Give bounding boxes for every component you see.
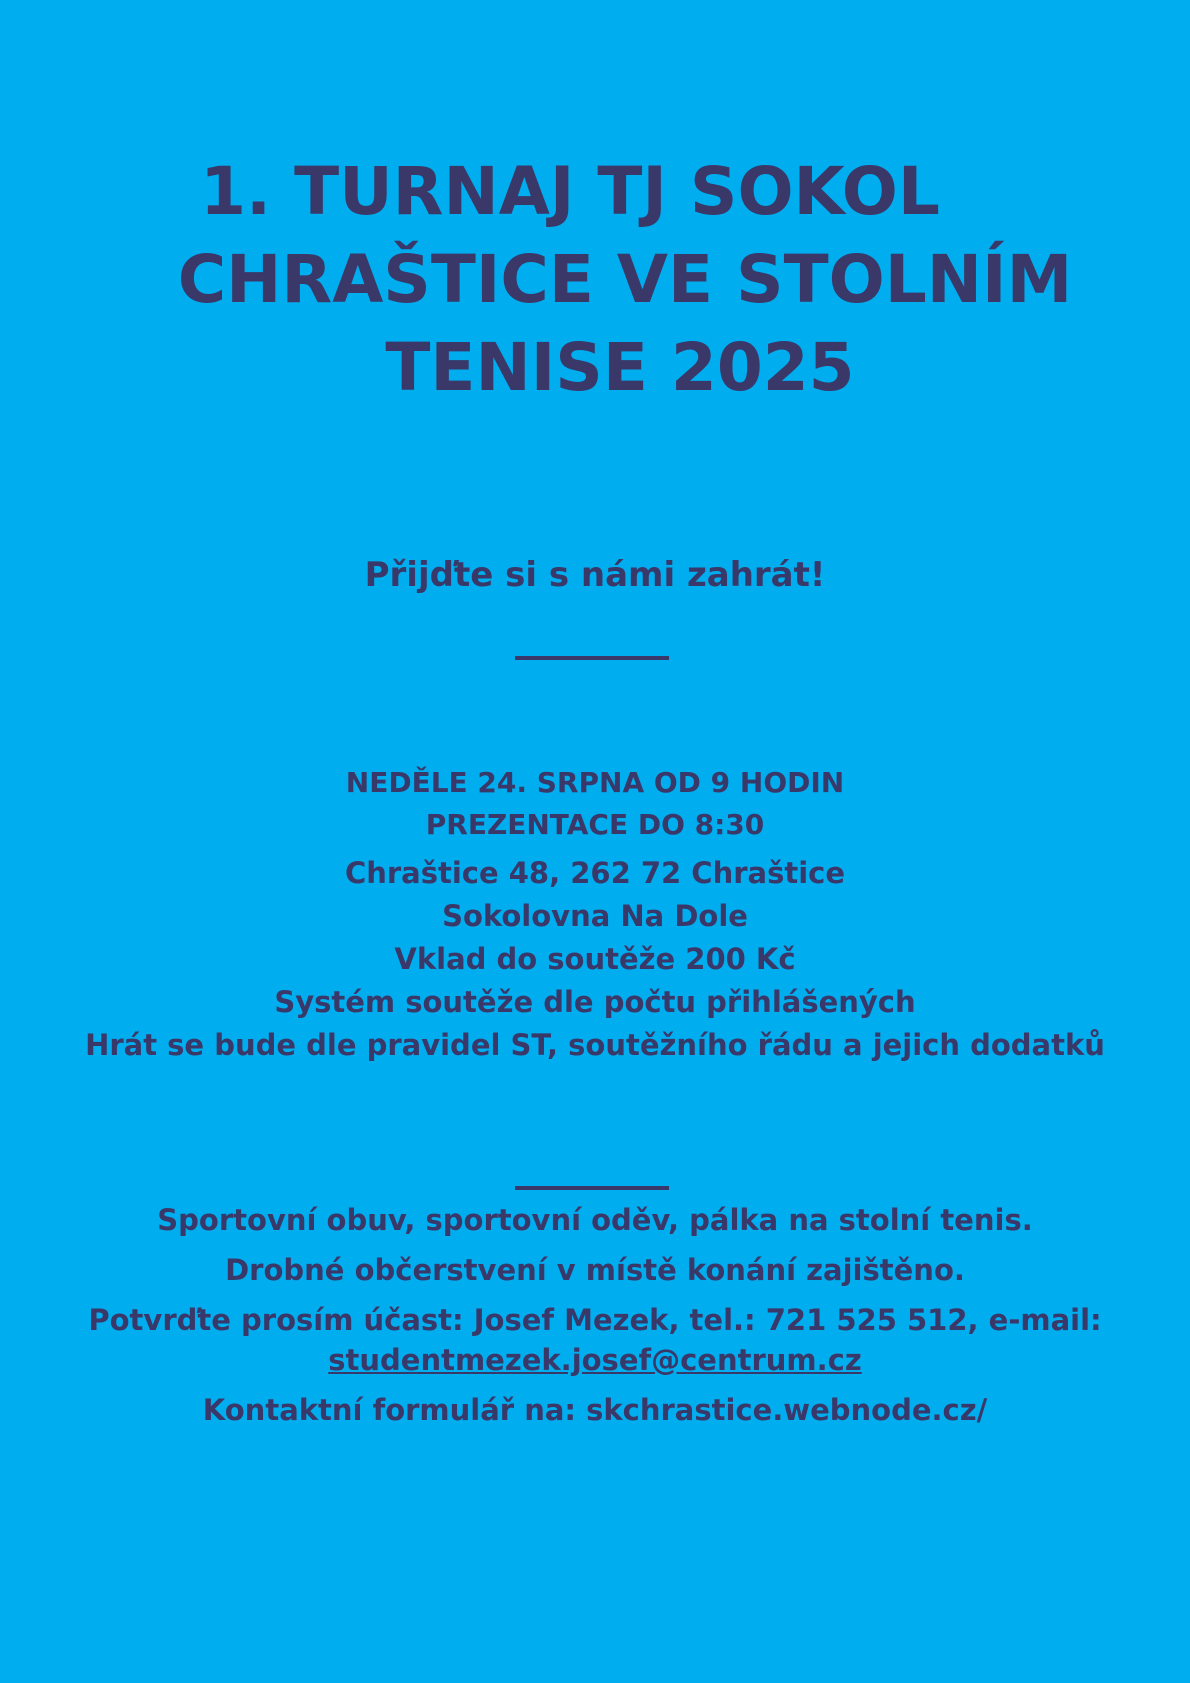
title-line-2: CHRAŠTICE VE STOLNÍM — [177, 241, 1073, 318]
contact-form-note: Kontaktní formulář na: skchrastice.webnode.cz/ — [202, 1393, 988, 1427]
divider-bottom — [515, 1186, 669, 1190]
invitation-subtitle: Přijďte si s námi zahrát! — [364, 555, 826, 595]
event-registration: PREZENTACE DO 8:30 — [425, 808, 765, 841]
confirm-attendance: Potvrďte prosím účast: Josef Mezek, tel.: 721 525 512, e-mail: — [88, 1303, 1102, 1337]
poster-title — [0, 148, 1190, 412]
equipment-note: Sportovní obuv, sportovní oděv, pálka na stolní tenis. — [157, 1203, 1033, 1237]
divider-top — [515, 656, 669, 660]
refreshments-note: Drobné občerstvení v místě konání zajištěno. — [225, 1253, 965, 1287]
event-date: NEDĚLE 24. SRPNA OD 9 HODIN — [345, 766, 845, 799]
event-venue: Sokolovna Na Dole — [442, 899, 748, 933]
title-line-1: 1. TURNAJ TJ SOKOL — [200, 153, 940, 230]
email-link[interactable]: studentmezek.josef@centrum.cz — [328, 1343, 862, 1377]
event-system: Systém soutěže dle počtu přihlášených — [274, 985, 916, 1019]
event-rules: Hrát se bude dle pravidel ST, soutěžního řádu a jejich dodatků — [85, 1028, 1105, 1062]
event-fee: Vklad do soutěže 200 Kč — [394, 942, 796, 976]
practical-notes — [0, 1200, 1190, 1440]
title-line-3: TENISE 2025 — [385, 329, 855, 406]
event-address: Chraštice 48, 262 72 Chraštice — [344, 856, 846, 890]
event-details — [0, 762, 1190, 1067]
